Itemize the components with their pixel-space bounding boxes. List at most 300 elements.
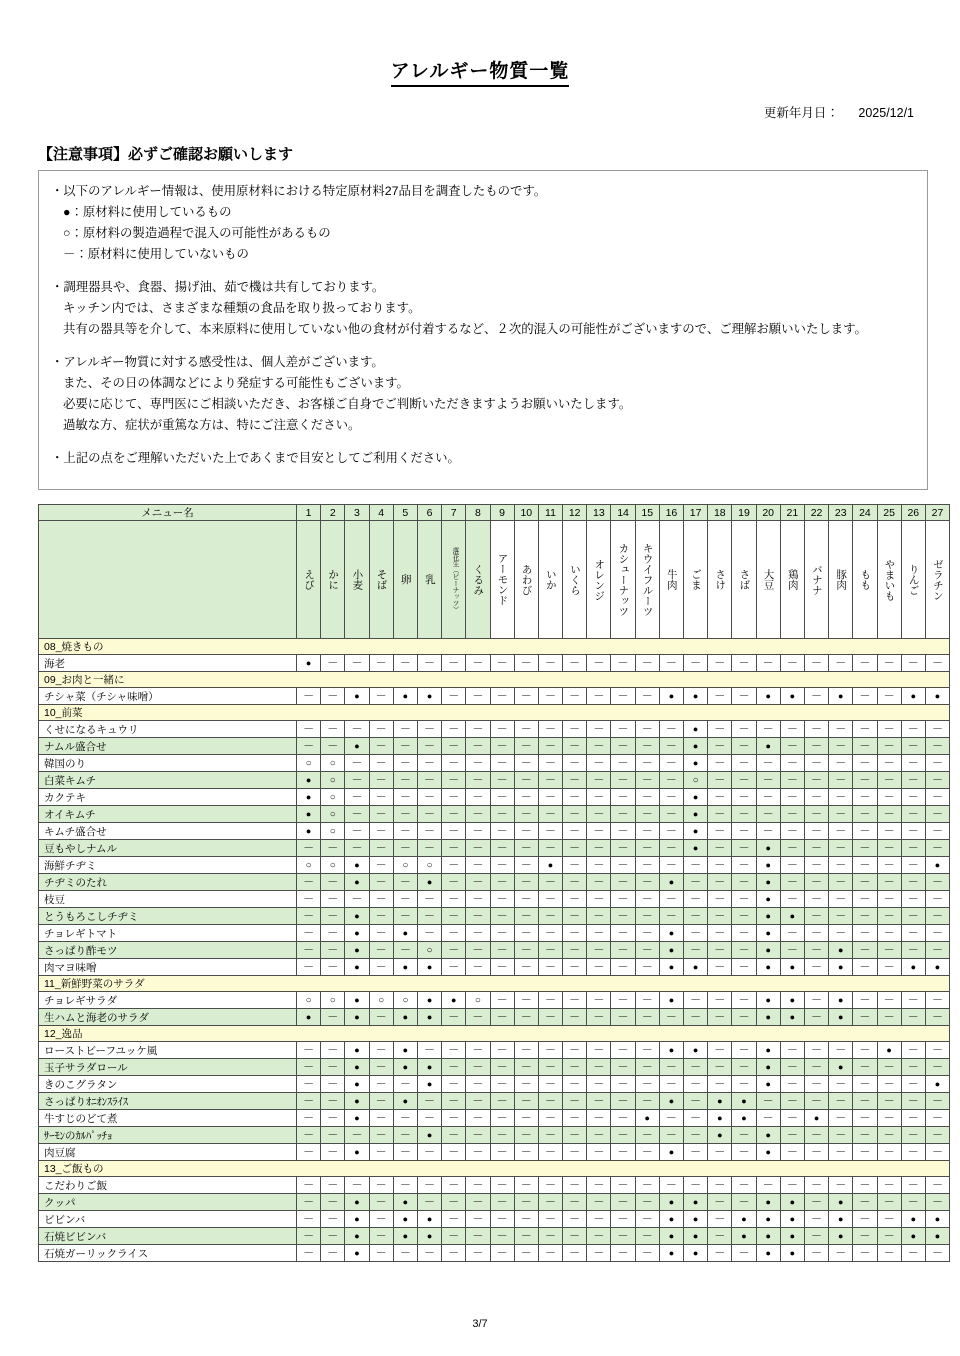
table-row bbox=[39, 1245, 950, 1262]
allergen-mark-cell bbox=[877, 1059, 901, 1076]
allergen-mark: ● bbox=[934, 859, 941, 870]
allergen-mark: － bbox=[738, 1178, 750, 1191]
allergen-mark: － bbox=[303, 1043, 315, 1056]
allergen-mark: － bbox=[496, 1195, 508, 1208]
allergen-mark: － bbox=[593, 1145, 605, 1158]
allergen-mark: ● bbox=[692, 1230, 699, 1241]
allergen-mark: － bbox=[520, 993, 532, 1006]
allergen-mark-cell bbox=[901, 806, 925, 823]
allergen-mark: － bbox=[327, 1010, 339, 1023]
allergen-mark: － bbox=[811, 824, 823, 837]
allergen-mark-cell bbox=[756, 925, 780, 942]
allergen-mark-cell bbox=[466, 857, 490, 874]
allergen-mark: － bbox=[569, 1212, 581, 1225]
allergen-mark-cell bbox=[829, 755, 853, 772]
allergen-mark-cell bbox=[635, 823, 659, 840]
allergen-mark: － bbox=[351, 756, 363, 769]
allergen-mark: － bbox=[569, 807, 581, 820]
allergen-mark-cell bbox=[393, 772, 417, 789]
allergen-mark-cell bbox=[442, 655, 466, 672]
allergen-mark: － bbox=[883, 1246, 895, 1259]
allergen-mark-cell bbox=[684, 959, 708, 976]
allergen-mark-cell bbox=[804, 738, 828, 755]
allergen-mark: － bbox=[520, 858, 532, 871]
allergen-mark-cell bbox=[925, 806, 949, 823]
allergen-mark-cell bbox=[297, 1042, 321, 1059]
allergen-mark: － bbox=[375, 1178, 387, 1191]
allergen-mark-cell bbox=[901, 1127, 925, 1144]
notice-line: ・調理器具や、食器、揚げ油、茹で機は共有しております。 bbox=[51, 280, 385, 294]
allergen-mark-cell bbox=[321, 1093, 345, 1110]
allergen-mark-cell bbox=[587, 655, 611, 672]
allergen-mark-cell bbox=[490, 1110, 514, 1127]
allergen-mark-cell bbox=[877, 1093, 901, 1110]
allergen-mark: － bbox=[883, 1212, 895, 1225]
allergen-mark: － bbox=[544, 1246, 556, 1259]
allergen-mark-cell bbox=[321, 772, 345, 789]
allergen-mark-cell bbox=[490, 1228, 514, 1245]
allergen-mark: － bbox=[496, 909, 508, 922]
allergen-mark-cell bbox=[659, 789, 683, 806]
notice-line: ・上記の点をご理解いただいた上であくまで目安としてご利用ください。 bbox=[51, 451, 460, 465]
allergen-mark: － bbox=[544, 993, 556, 1006]
allergen-mark: ● bbox=[765, 893, 771, 904]
allergen-mark: － bbox=[520, 1077, 532, 1090]
allergen-mark-cell bbox=[780, 1059, 804, 1076]
allergen-number-11: 11 bbox=[538, 505, 562, 521]
allergen-mark-cell bbox=[804, 992, 828, 1009]
allergen-mark-cell bbox=[466, 942, 490, 959]
allergen-mark: － bbox=[931, 790, 943, 803]
allergen-mark-cell bbox=[297, 857, 321, 874]
allergen-mark: － bbox=[520, 773, 532, 786]
allergen-mark-cell bbox=[756, 1194, 780, 1211]
allergen-label: もも bbox=[859, 569, 872, 590]
allergen-mark-cell bbox=[345, 891, 369, 908]
allergen-mark: － bbox=[327, 1060, 339, 1073]
allergen-mark-cell bbox=[659, 688, 683, 705]
allergen-mark-cell bbox=[442, 1110, 466, 1127]
allergen-mark-cell bbox=[684, 925, 708, 942]
allergen-mark: － bbox=[883, 1111, 895, 1124]
allergen-number-23: 23 bbox=[829, 505, 853, 521]
allergen-mark: － bbox=[883, 807, 895, 820]
allergen-mark-cell bbox=[853, 772, 877, 789]
allergen-mark-cell bbox=[563, 1177, 587, 1194]
allergen-mark: － bbox=[665, 1178, 677, 1191]
allergen-mark-cell bbox=[611, 738, 635, 755]
allergen-mark-cell bbox=[466, 1059, 490, 1076]
allergen-mark-cell bbox=[853, 655, 877, 672]
allergen-mark: － bbox=[472, 909, 484, 922]
allergen-mark-cell bbox=[321, 721, 345, 738]
allergen-mark: － bbox=[641, 1094, 653, 1107]
allergen-mark-cell bbox=[417, 1194, 441, 1211]
allergen-name-cell bbox=[756, 521, 780, 639]
table-row bbox=[39, 1042, 950, 1059]
allergen-mark-cell bbox=[297, 891, 321, 908]
allergen-mark: ● bbox=[668, 994, 675, 1005]
allergen-mark-cell bbox=[611, 772, 635, 789]
allergen-mark-cell bbox=[417, 772, 441, 789]
allergen-mark: － bbox=[569, 841, 581, 854]
allergen-mark: － bbox=[375, 1195, 387, 1208]
allergen-mark: － bbox=[569, 1077, 581, 1090]
allergen-mark-cell bbox=[853, 1228, 877, 1245]
allergen-mark: － bbox=[762, 807, 774, 820]
allergen-mark: － bbox=[593, 943, 605, 956]
table-row bbox=[39, 959, 950, 976]
allergen-mark-cell bbox=[297, 1076, 321, 1093]
allergen-mark-cell bbox=[321, 857, 345, 874]
allergen-mark: － bbox=[327, 1111, 339, 1124]
menu-name: 石焼ガーリックライス bbox=[39, 1245, 297, 1262]
allergen-mark-cell bbox=[901, 721, 925, 738]
allergen-mark: ● bbox=[765, 1044, 771, 1055]
menu-name: 海鮮チヂミ bbox=[39, 857, 297, 874]
allergen-mark-cell bbox=[297, 1194, 321, 1211]
allergen-mark: － bbox=[351, 807, 363, 820]
section-header-row bbox=[39, 1026, 950, 1042]
allergen-mark: － bbox=[738, 1077, 750, 1090]
allergen-mark: － bbox=[665, 773, 677, 786]
allergen-mark-cell bbox=[756, 721, 780, 738]
allergen-mark-cell bbox=[659, 1127, 683, 1144]
allergen-mark-cell bbox=[732, 891, 756, 908]
allergen-mark-cell bbox=[829, 840, 853, 857]
allergen-mark-cell bbox=[780, 1194, 804, 1211]
allergen-mark: － bbox=[690, 1094, 702, 1107]
allergen-mark-cell bbox=[659, 1009, 683, 1026]
allergen-mark: － bbox=[883, 1195, 895, 1208]
allergen-mark-cell bbox=[345, 1093, 369, 1110]
allergen-mark: － bbox=[907, 1195, 919, 1208]
allergen-mark: － bbox=[617, 722, 629, 735]
allergen-mark-cell bbox=[732, 1245, 756, 1262]
allergen-mark: － bbox=[786, 773, 798, 786]
allergen-mark-cell bbox=[635, 806, 659, 823]
allergen-mark-cell bbox=[708, 1144, 732, 1161]
allergen-mark-cell bbox=[538, 1076, 562, 1093]
allergen-mark: ● bbox=[765, 1196, 771, 1207]
allergen-mark-cell bbox=[538, 772, 562, 789]
notice-line: 共有の器具等を介して、本来原料に使用していない他の食材が付着するなど、２次的混入の可能性がございますので、ご理解お願いいたします。 bbox=[63, 322, 867, 336]
allergen-mark-cell bbox=[732, 688, 756, 705]
allergen-mark-cell bbox=[563, 874, 587, 891]
allergen-mark: － bbox=[617, 841, 629, 854]
allergen-mark: ● bbox=[644, 1112, 650, 1123]
allergen-mark: － bbox=[593, 1043, 605, 1056]
allergen-mark-cell bbox=[853, 942, 877, 959]
allergen-name-cell bbox=[853, 521, 877, 639]
allergen-mark: ● bbox=[765, 740, 771, 751]
allergen-name-cell bbox=[538, 521, 562, 639]
allergen-mark: － bbox=[835, 807, 847, 820]
allergen-mark-cell bbox=[925, 891, 949, 908]
allergen-mark: － bbox=[690, 1010, 702, 1023]
allergen-mark: ● bbox=[354, 1095, 360, 1106]
allergen-mark: － bbox=[399, 722, 411, 735]
allergen-mark: － bbox=[738, 656, 750, 669]
allergen-mark: － bbox=[351, 1128, 363, 1141]
allergen-mark-cell bbox=[659, 1042, 683, 1059]
allergen-mark: － bbox=[931, 892, 943, 905]
table-row bbox=[39, 1059, 950, 1076]
allergen-mark-cell bbox=[829, 1211, 853, 1228]
allergen-mark-cell bbox=[684, 992, 708, 1009]
allergen-mark-cell bbox=[780, 1177, 804, 1194]
allergen-mark-cell bbox=[417, 789, 441, 806]
allergen-mark-cell bbox=[901, 1245, 925, 1262]
allergen-mark: － bbox=[593, 993, 605, 1006]
notice-line: キッチン内では、さまざまな種類の食品を取り扱っております。 bbox=[63, 301, 421, 315]
allergen-mark: － bbox=[883, 926, 895, 939]
allergen-mark: ● bbox=[354, 1146, 360, 1157]
allergen-mark-cell bbox=[925, 772, 949, 789]
allergen-mark: － bbox=[424, 1145, 436, 1158]
allergen-mark: － bbox=[520, 1212, 532, 1225]
allergen-table bbox=[38, 504, 950, 1262]
allergen-mark: － bbox=[859, 1195, 871, 1208]
allergen-name-cell bbox=[659, 521, 683, 639]
allergen-number-8: 8 bbox=[466, 505, 490, 521]
allergen-mark-cell bbox=[732, 1009, 756, 1026]
allergen-mark-cell bbox=[756, 789, 780, 806]
allergen-mark: － bbox=[375, 739, 387, 752]
allergen-mark: ● bbox=[668, 1213, 675, 1224]
allergen-mark: － bbox=[472, 1043, 484, 1056]
allergen-mark-cell bbox=[563, 688, 587, 705]
allergen-number-19: 19 bbox=[732, 505, 756, 521]
allergen-mark: ○ bbox=[426, 859, 433, 871]
allergen-mark: ● bbox=[789, 994, 796, 1005]
allergen-mark: － bbox=[617, 1246, 629, 1259]
allergen-mark: ● bbox=[789, 1230, 796, 1241]
allergen-mark-cell bbox=[877, 721, 901, 738]
allergen-mark-cell bbox=[732, 1076, 756, 1093]
allergen-mark-cell bbox=[780, 1211, 804, 1228]
allergen-mark-cell bbox=[369, 1211, 393, 1228]
allergen-mark: － bbox=[811, 926, 823, 939]
allergen-mark: － bbox=[496, 841, 508, 854]
allergen-mark-cell bbox=[345, 721, 369, 738]
allergen-mark: － bbox=[907, 807, 919, 820]
allergen-mark: － bbox=[399, 790, 411, 803]
allergen-mark-cell bbox=[442, 908, 466, 925]
allergen-mark-cell bbox=[708, 755, 732, 772]
allergen-mark-cell bbox=[369, 1110, 393, 1127]
allergen-mark-cell bbox=[925, 1211, 949, 1228]
allergen-mark: － bbox=[472, 1246, 484, 1259]
allergen-mark-cell bbox=[804, 1228, 828, 1245]
notice-line: 過敏な方、症状が重篤な方は、特にご注意ください。 bbox=[63, 418, 361, 432]
allergen-mark: － bbox=[835, 909, 847, 922]
allergen-mark-cell bbox=[297, 908, 321, 925]
allergen-mark: － bbox=[786, 943, 798, 956]
allergen-mark: － bbox=[931, 773, 943, 786]
allergen-mark: － bbox=[931, 739, 943, 752]
allergen-mark-cell bbox=[611, 1093, 635, 1110]
allergen-mark-cell bbox=[756, 1093, 780, 1110]
allergen-mark: ● bbox=[354, 1044, 360, 1055]
table-row bbox=[39, 942, 950, 959]
allergen-mark: － bbox=[811, 943, 823, 956]
allergen-mark: － bbox=[835, 892, 847, 905]
allergen-mark-cell bbox=[393, 1177, 417, 1194]
allergen-mark: － bbox=[738, 739, 750, 752]
allergen-mark-cell bbox=[369, 1228, 393, 1245]
allergen-mark-cell bbox=[901, 959, 925, 976]
allergen-mark: ● bbox=[692, 723, 699, 734]
allergen-mark: － bbox=[835, 926, 847, 939]
allergen-mark: ○ bbox=[329, 808, 336, 820]
allergen-mark-cell bbox=[321, 1009, 345, 1026]
allergen-mark-cell bbox=[901, 840, 925, 857]
allergen-mark-cell bbox=[563, 655, 587, 672]
allergen-mark: － bbox=[448, 824, 460, 837]
allergen-mark-cell bbox=[804, 840, 828, 857]
allergen-mark: － bbox=[448, 1229, 460, 1242]
allergen-mark-cell bbox=[514, 1211, 538, 1228]
allergen-mark-cell bbox=[321, 1110, 345, 1127]
allergen-mark: － bbox=[786, 790, 798, 803]
allergen-mark-cell bbox=[393, 688, 417, 705]
allergen-mark: － bbox=[811, 722, 823, 735]
allergen-mark-cell bbox=[877, 857, 901, 874]
allergen-mark: － bbox=[883, 722, 895, 735]
allergen-mark: － bbox=[641, 807, 653, 820]
allergen-mark: － bbox=[835, 824, 847, 837]
allergen-number-15: 15 bbox=[635, 505, 659, 521]
allergen-mark: － bbox=[714, 790, 726, 803]
allergen-mark: － bbox=[327, 1229, 339, 1242]
allergen-mark-cell bbox=[490, 738, 514, 755]
allergen-mark: － bbox=[641, 824, 653, 837]
allergen-mark-cell bbox=[297, 688, 321, 705]
allergen-mark: － bbox=[714, 858, 726, 871]
allergen-mark-cell bbox=[321, 789, 345, 806]
allergen-mark-cell bbox=[490, 1144, 514, 1161]
allergen-mark: － bbox=[690, 656, 702, 669]
allergen-mark: － bbox=[375, 689, 387, 702]
allergen-mark: － bbox=[399, 656, 411, 669]
allergen-mark: － bbox=[448, 960, 460, 973]
allergen-mark-cell bbox=[925, 840, 949, 857]
allergen-mark-cell bbox=[732, 772, 756, 789]
allergen-mark-cell bbox=[853, 1009, 877, 1026]
allergen-mark: － bbox=[399, 1145, 411, 1158]
allergen-mark: － bbox=[907, 1145, 919, 1158]
notice-legend-possible: ○：原材料の製造過程で混入の可能性があるもの bbox=[63, 226, 331, 240]
allergen-mark-cell bbox=[393, 1009, 417, 1026]
allergen-mark-cell bbox=[804, 1211, 828, 1228]
allergen-mark: － bbox=[520, 1145, 532, 1158]
allergen-mark: － bbox=[303, 1077, 315, 1090]
allergen-mark: － bbox=[496, 1111, 508, 1124]
allergen-mark: － bbox=[448, 1111, 460, 1124]
allergen-mark: － bbox=[883, 993, 895, 1006]
allergen-mark-cell bbox=[925, 1009, 949, 1026]
allergen-mark: － bbox=[665, 841, 677, 854]
allergen-mark: ● bbox=[692, 1247, 699, 1258]
allergen-mark-cell bbox=[442, 1211, 466, 1228]
allergen-mark-cell bbox=[345, 655, 369, 672]
allergen-mark-cell bbox=[780, 1245, 804, 1262]
allergen-mark: － bbox=[690, 1111, 702, 1124]
allergen-label: 乳 bbox=[423, 574, 436, 585]
allergen-mark: － bbox=[617, 1111, 629, 1124]
allergen-mark: － bbox=[641, 858, 653, 871]
allergen-mark: － bbox=[472, 722, 484, 735]
allergen-mark-cell bbox=[538, 655, 562, 672]
allergen-mark: － bbox=[859, 1094, 871, 1107]
allergen-mark-cell bbox=[853, 823, 877, 840]
allergen-mark: － bbox=[859, 960, 871, 973]
allergen-mark-cell bbox=[780, 874, 804, 891]
allergen-mark: － bbox=[811, 756, 823, 769]
allergen-mark: － bbox=[811, 1094, 823, 1107]
allergen-mark-cell bbox=[490, 1076, 514, 1093]
allergen-mark-cell bbox=[466, 755, 490, 772]
allergen-mark: － bbox=[448, 875, 460, 888]
allergen-mark-cell bbox=[442, 1228, 466, 1245]
allergen-mark: ● bbox=[765, 690, 771, 701]
allergen-mark: － bbox=[303, 909, 315, 922]
allergen-mark: － bbox=[859, 739, 871, 752]
allergen-mark: － bbox=[931, 1178, 943, 1191]
allergen-mark-cell bbox=[732, 1194, 756, 1211]
allergen-mark-cell bbox=[563, 942, 587, 959]
allergen-mark: － bbox=[496, 739, 508, 752]
allergen-mark: － bbox=[786, 1043, 798, 1056]
allergen-mark-cell bbox=[780, 925, 804, 942]
allergen-mark: － bbox=[811, 689, 823, 702]
table-row bbox=[39, 1177, 950, 1194]
allergen-mark-cell bbox=[417, 721, 441, 738]
table-row bbox=[39, 992, 950, 1009]
allergen-mark-cell bbox=[925, 874, 949, 891]
allergen-mark-cell bbox=[659, 840, 683, 857]
allergen-mark: ● bbox=[354, 994, 360, 1005]
allergen-mark-cell bbox=[466, 721, 490, 738]
allergen-mark: － bbox=[496, 824, 508, 837]
allergen-mark-cell bbox=[587, 1245, 611, 1262]
allergen-mark-cell bbox=[611, 823, 635, 840]
allergen-mark: － bbox=[665, 756, 677, 769]
allergen-mark: － bbox=[520, 739, 532, 752]
allergen-mark-cell bbox=[345, 1127, 369, 1144]
allergen-mark-cell bbox=[321, 1144, 345, 1161]
allergen-mark: － bbox=[520, 892, 532, 905]
allergen-mark-cell bbox=[925, 942, 949, 959]
allergen-mark-cell bbox=[442, 1194, 466, 1211]
allergen-mark-cell bbox=[466, 823, 490, 840]
allergen-mark-cell bbox=[321, 840, 345, 857]
allergen-mark-cell bbox=[611, 1228, 635, 1245]
allergen-mark: － bbox=[424, 656, 436, 669]
allergen-mark-cell bbox=[297, 1059, 321, 1076]
allergen-mark: － bbox=[448, 892, 460, 905]
allergen-number-21: 21 bbox=[780, 505, 804, 521]
allergen-mark-cell bbox=[804, 1110, 828, 1127]
allergen-mark: ● bbox=[668, 1044, 675, 1055]
allergen-mark: － bbox=[714, 1212, 726, 1225]
allergen-mark: － bbox=[544, 689, 556, 702]
allergen-mark-cell bbox=[538, 1042, 562, 1059]
allergen-name-cell bbox=[780, 521, 804, 639]
allergen-mark-cell bbox=[780, 891, 804, 908]
section-header-row bbox=[39, 639, 950, 655]
